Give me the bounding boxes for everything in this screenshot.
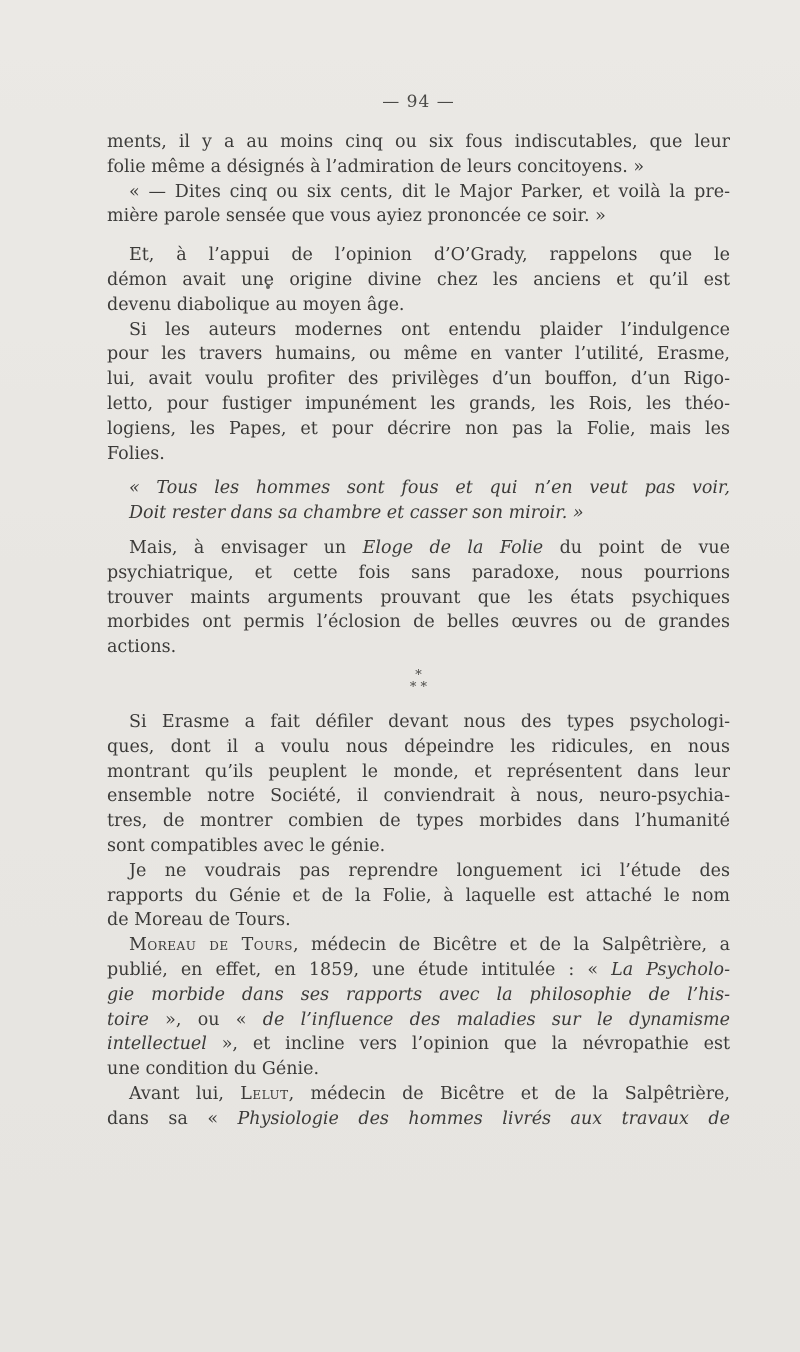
text-line: Folies. xyxy=(107,443,165,464)
text-line: lui, avait voulu profiter des privilèges d’un bouffon, d’un Rigo- xyxy=(107,369,730,390)
paragraph-dialogue xyxy=(107,180,730,230)
text-run: du point de vue xyxy=(543,537,731,558)
text-line: logiens, les Papes, et pour décrire non pas la Folie, mais les xyxy=(107,418,730,439)
text-line: rapports du Génie et de la Folie, à laquelle est attaché le nom xyxy=(107,885,730,906)
paragraph xyxy=(107,710,730,859)
page-number: — 94 — xyxy=(382,92,455,112)
text-run: », ou « xyxy=(148,1009,263,1030)
italic-title: intellectuel xyxy=(107,1034,207,1055)
text-line: Et, à l’appui de l’opinion d’O’Grady, rappelons que le xyxy=(129,245,730,266)
text-line: ensemble notre Société, il conviendrait à nous, neuro-psychia- xyxy=(107,786,730,807)
text-line: montrant qu’ils peuplent le monde, et représentent dans leur xyxy=(107,761,730,782)
text-line xyxy=(107,1107,730,1132)
text-line: Si les auteurs modernes ont entendu plaider l’indulgence xyxy=(129,319,730,340)
paragraph xyxy=(107,1082,730,1132)
text-line: gie morbide dans ses rapports avec la philosophie de l’his- xyxy=(107,984,730,1005)
text-run: Avant lui, xyxy=(129,1083,241,1104)
asterism-top: * xyxy=(415,667,422,683)
italic-title: de l’influence des maladies sur le dynamisme xyxy=(262,1009,730,1030)
text-line: « Tous les hommes sont fous et qui n’en veut pas voir, xyxy=(129,478,730,499)
paragraph-continuation xyxy=(107,130,730,180)
text-run: », et incline vers l’opinion que la névropathie est xyxy=(206,1034,730,1055)
italic-title: Eloge de la Folie xyxy=(362,537,544,558)
asterism-bottom: * * xyxy=(409,679,428,695)
text-run: , médecin de Bicêtre et de la Salpêtrière, a xyxy=(293,935,730,956)
author-name: Lelut xyxy=(240,1083,289,1104)
text-line: Doit rester dans sa chambre et casser son miroir. » xyxy=(129,503,584,524)
text-line: démon avait une origine divine chez les anciens et qu’il est xyxy=(107,269,730,290)
text-line: tres, de montrer combien de types morbides dans l’humanité xyxy=(107,811,730,832)
italic-title: La Psycholo- xyxy=(611,959,730,980)
text-line: actions. xyxy=(107,637,177,658)
text-line: « — Dites cinq ou six cents, dit le Major Parker, et voilà la pre- xyxy=(129,181,730,202)
text-line xyxy=(107,1082,730,1107)
text-line xyxy=(107,1008,730,1033)
text-line: psychiatrique, et cette fois sans paradoxe, nous pourrions xyxy=(107,562,730,583)
paragraph xyxy=(107,933,730,1082)
text-line: Je ne voudrais pas reprendre longuement ici l’étude des xyxy=(129,860,730,881)
text-line xyxy=(107,933,730,958)
paragraph xyxy=(107,536,730,660)
text-line: morbides ont permis l’éclosion de belles œuvres ou de grandes xyxy=(107,612,730,633)
text-line: ments, il y a au moins cinq ou six fous indiscutables, que leur xyxy=(107,132,730,152)
text-run: , médecin de Bicêtre et de la Salpêtrière, xyxy=(288,1083,730,1104)
text-line xyxy=(107,1032,730,1057)
text-line: Si Erasme a fait défiler devant nous des types psychologi- xyxy=(129,711,730,732)
text-line: mière parole sensée que vous ayiez prononcée ce soir. » xyxy=(107,206,606,227)
paragraph xyxy=(107,243,730,317)
text-line: une condition du Génie. xyxy=(107,1059,320,1080)
text-line: sont compatibles avec le génie. xyxy=(107,835,386,856)
text-line: letto, pour fustiger impunément les grands, les Rois, les théo- xyxy=(107,393,730,414)
text-line: devenu diabolique au moyen âge. xyxy=(107,294,405,315)
italic-title: Physiologie des hommes livrés aux travaux de xyxy=(237,1108,730,1129)
text-line: folie même a désignés à l’admiration de leurs concitoyens. » xyxy=(107,156,645,177)
paragraph xyxy=(107,318,730,467)
text-run: dans sa « xyxy=(107,1108,238,1129)
text-line xyxy=(107,958,730,983)
verse-quote xyxy=(107,476,730,526)
text-line: ques, dont il a voulu nous dépeindre les ridicules, en nous xyxy=(107,736,730,757)
text-line: de Moreau de Tours. xyxy=(107,910,291,931)
text-run: publié, en effet, en 1859, une étude intitulée : « xyxy=(107,959,612,980)
section-break-asterism xyxy=(107,667,730,696)
author-name: Moreau de Tours xyxy=(129,935,294,956)
text-column xyxy=(107,92,730,1131)
paragraph xyxy=(107,859,730,933)
text-line: trouver maints arguments prouvant que les états psychiques xyxy=(107,587,730,608)
text-run: Mais, à envisager un xyxy=(129,537,363,558)
text-line: pour les travers humains, ou même en vanter l’utilité, Erasme, xyxy=(107,344,730,365)
italic-title: toire xyxy=(107,1009,149,1030)
text-line xyxy=(107,536,730,561)
